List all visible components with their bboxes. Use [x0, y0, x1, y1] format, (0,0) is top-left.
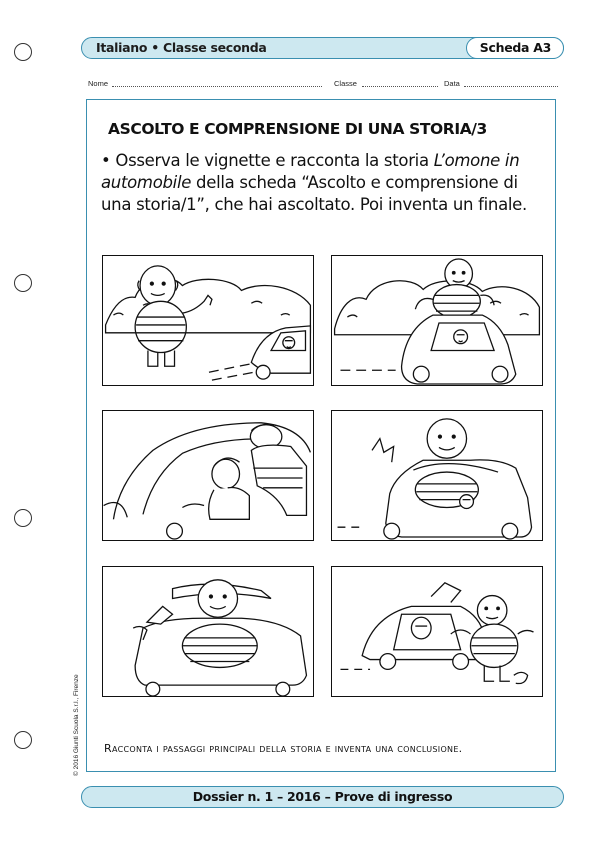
man-out-of-car-illustration: [332, 567, 542, 696]
instruction-part-2: della scheda “Ascolto e comprensione di una storia/1”, che hai ascoltato. Poi inventa un finale.: [101, 173, 527, 214]
comic-panel-3: [102, 410, 314, 541]
binder-hole: [14, 43, 32, 61]
date-field[interactable]: [464, 79, 558, 87]
date-label: Data: [444, 79, 460, 88]
subject-label: Italiano • Classe seconda: [96, 40, 267, 55]
instruction-part-1: Osserva le vignette e racconta la storia: [115, 151, 434, 170]
footer-bar: Dossier n. 1 – 2016 – Prove di ingresso: [81, 786, 564, 808]
name-field[interactable]: [112, 79, 322, 87]
comic-panel-1: [102, 255, 314, 386]
binder-hole: [14, 274, 32, 292]
instruction-text: [101, 150, 541, 216]
man-inside-car-illustration: [103, 411, 313, 540]
man-in-car-roof-illustration: [332, 411, 542, 540]
class-field[interactable]: [362, 79, 438, 87]
comic-panel-6: [331, 566, 543, 697]
car-stretched-illustration: [103, 567, 313, 696]
page-title: ASCOLTO E COMPRENSIONE DI UNA STORIA/3: [108, 120, 487, 138]
man-climbing-car-illustration: [332, 256, 542, 385]
class-label: Classe: [334, 79, 357, 88]
binder-hole: [14, 509, 32, 527]
comic-panel-5: [102, 566, 314, 697]
name-label: Nome: [88, 79, 109, 88]
task-instruction: Racconta i passaggi principali della storia e inventa una conclusione.: [104, 742, 463, 755]
header-bar: [81, 37, 564, 59]
copyright-note: © 2016 Giunti Scuola S.r.l., Firenze: [73, 674, 80, 776]
comic-panel-4: [331, 410, 543, 541]
comic-panel-2: [331, 255, 543, 386]
story-title: L’omone in automobile: [101, 151, 520, 192]
bullet: •: [101, 151, 111, 170]
sheet-label: Scheda A3: [466, 37, 564, 59]
binder-hole: [14, 731, 32, 749]
man-hitchhiking-illustration: [103, 256, 313, 385]
